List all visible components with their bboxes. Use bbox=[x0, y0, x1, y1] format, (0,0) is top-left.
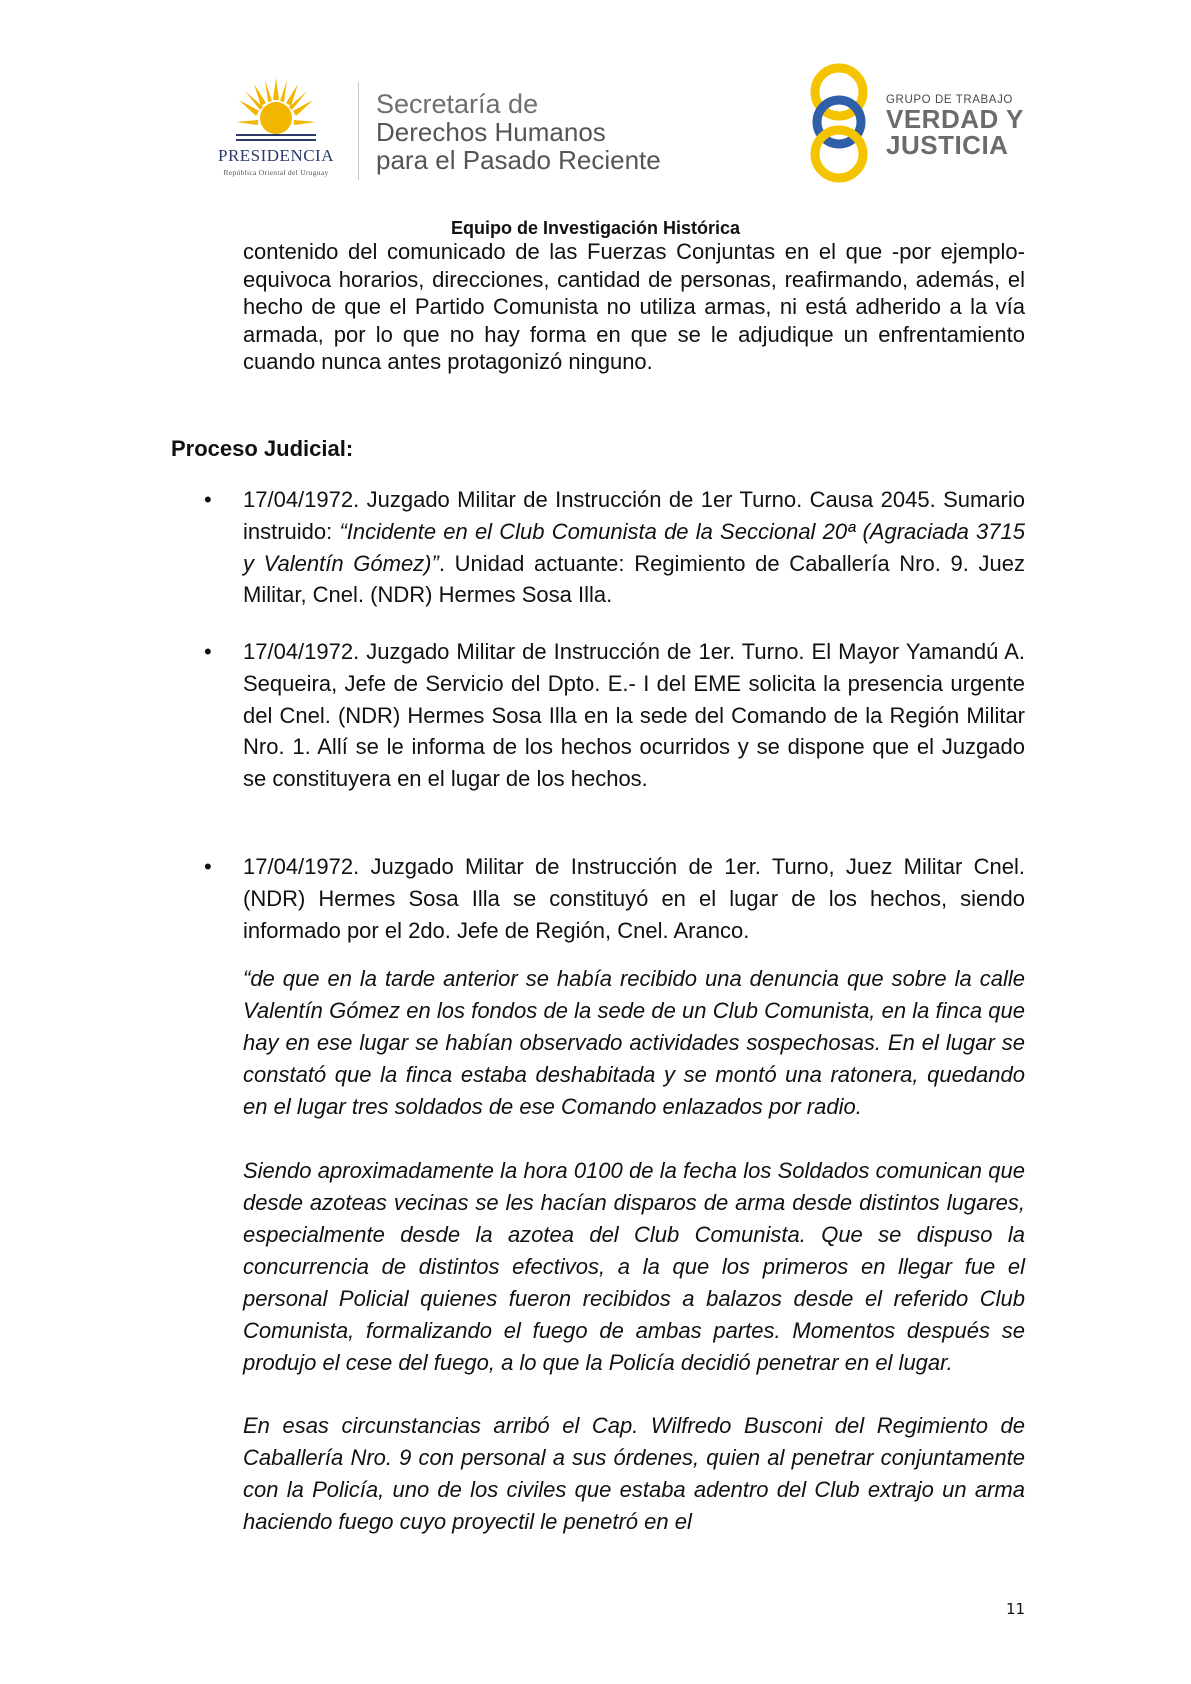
section-heading: Proceso Judicial: bbox=[171, 436, 354, 461]
bullet-text: 17/04/1972. Juzgado Militar de Instrucción de 1er. Turno. El Mayor Yamandú A. Sequeira, Jefe de Servicio del Dpto. E.- I del EME solicita la presencia urgente del Cnel. (NDR) Hermes Sosa Illa en la sede del Comando de la Región Militar Nro. 1. Allí se le informa de los hechos ocurridos y se dispone que el Juzgado se constituyera en el lugar de los hechos. bbox=[243, 639, 1025, 792]
bullet-text: 17/04/1972. Juzgado Militar de Instrucción de 1er. Turno, Juez Militar Cnel. (NDR) Hermes Sosa Illa se constituyó en el lugar de los hechos, siendo informado por el 2do. Jefe de Región, Cnel. Aranco. bbox=[243, 854, 1025, 943]
presidencia-logo bbox=[196, 78, 356, 178]
bullet-icon: • bbox=[204, 487, 212, 512]
intro-paragraph: contenido del comunicado de las Fuerzas Conjuntas en el que -por ejemplo- equivoca horarios, direcciones, cantidad de personas, reafirmando, además, el hecho de que el Partido Comunista no utiliza armas, ni está adherido a la vía armada, por lo que no hay forma en que se le adjudique un enfrentamiento cuando nunca antes protagonizó ninguno. bbox=[243, 239, 1025, 375]
page-header bbox=[0, 0, 1191, 200]
quote-paragraph: “de que en la tarde anterior se había recibido una denuncia que sobre la calle Valentín Gómez en los fondos de la sede de un Club Comunista, en la finca que hay en ese lugar se habían observado actividades sospechosas. En el lugar se constató que la finca estaba deshabitada y se montó una ratonera, quedando en el lugar tres soldados de ese Comando enlazados por radio. bbox=[243, 966, 1025, 1119]
bullet-icon: • bbox=[204, 854, 212, 879]
presidencia-label: PRESIDENCIA bbox=[217, 146, 334, 165]
secretaria-line-1: Secretaría de bbox=[376, 89, 539, 119]
grupo-trabajo-line-2: VERDAD Y bbox=[886, 104, 1024, 134]
quote-paragraph: Siendo aproximadamente la hora 0100 de la fecha los Soldados comunican que desde azoteas vecinas se les hacían disparos de arma desde distintos lugares, especialmente desde la azotea del Club Comunista. Que se dispuso la concurrencia de distintos efectivos, a la que los primeros en llegar fue el personal Policial quienes fueron recibidos a balazos desde el referido Club Comunista, formalizando el fuego de ambas partes. Momentos después se produjo el cese del fuego, a lo que la Policía decidió penetrar en el lugar. bbox=[243, 1158, 1025, 1375]
header-divider bbox=[358, 82, 359, 180]
grupo-trabajo-logo bbox=[806, 60, 1026, 190]
grupo-trabajo-line-3: JUSTICIA bbox=[886, 130, 1009, 160]
interlocked-rings-icon bbox=[806, 60, 886, 190]
bullet-text-italic: “Incidente en el Club Comunista de la Seccional 20ª (Agraciada 3715 y Valentín Gómez)” bbox=[243, 518, 1025, 576]
secretaria-logo bbox=[376, 90, 661, 174]
secretaria-line-2: Derechos Humanos bbox=[376, 117, 606, 147]
quote-paragraph: En esas circunstancias arribó el Cap. Wilfredo Busconi del Regimiento de Caballería Nro. 9 con personal a sus órdenes, quien al penetrar conjuntamente con la Policía, uno de los civiles que estaba adentro del Club extrajo un arma haciendo fuego cuyo proyectil le penetró en el bbox=[243, 1413, 1025, 1534]
page-number: 11 bbox=[1006, 1600, 1026, 1618]
bullet-text-end: . Unidad actuante: Regimiento de Caballería Nro. 9. Juez Militar, Cnel. (NDR) Hermes Sosa Illa. bbox=[243, 550, 1025, 608]
bullet-text-start: 17/04/1972. Juzgado Militar de Instrucción de 1er Turno. Causa 2045. Sumario instruido: bbox=[243, 487, 1025, 544]
team-title: Equipo de Investigación Histórica bbox=[450, 218, 741, 238]
grupo-trabajo-text bbox=[886, 94, 1024, 158]
bullet-icon: • bbox=[204, 639, 212, 664]
grupo-trabajo-line-1: GRUPO DE TRABAJO bbox=[886, 94, 1013, 106]
secretaria-line-3: para el Pasado Reciente bbox=[376, 145, 661, 175]
sun-emblem-icon bbox=[236, 78, 316, 144]
bullet-text bbox=[243, 484, 1025, 611]
presidencia-sublabel: República Oriental del Uruguay bbox=[223, 168, 329, 177]
